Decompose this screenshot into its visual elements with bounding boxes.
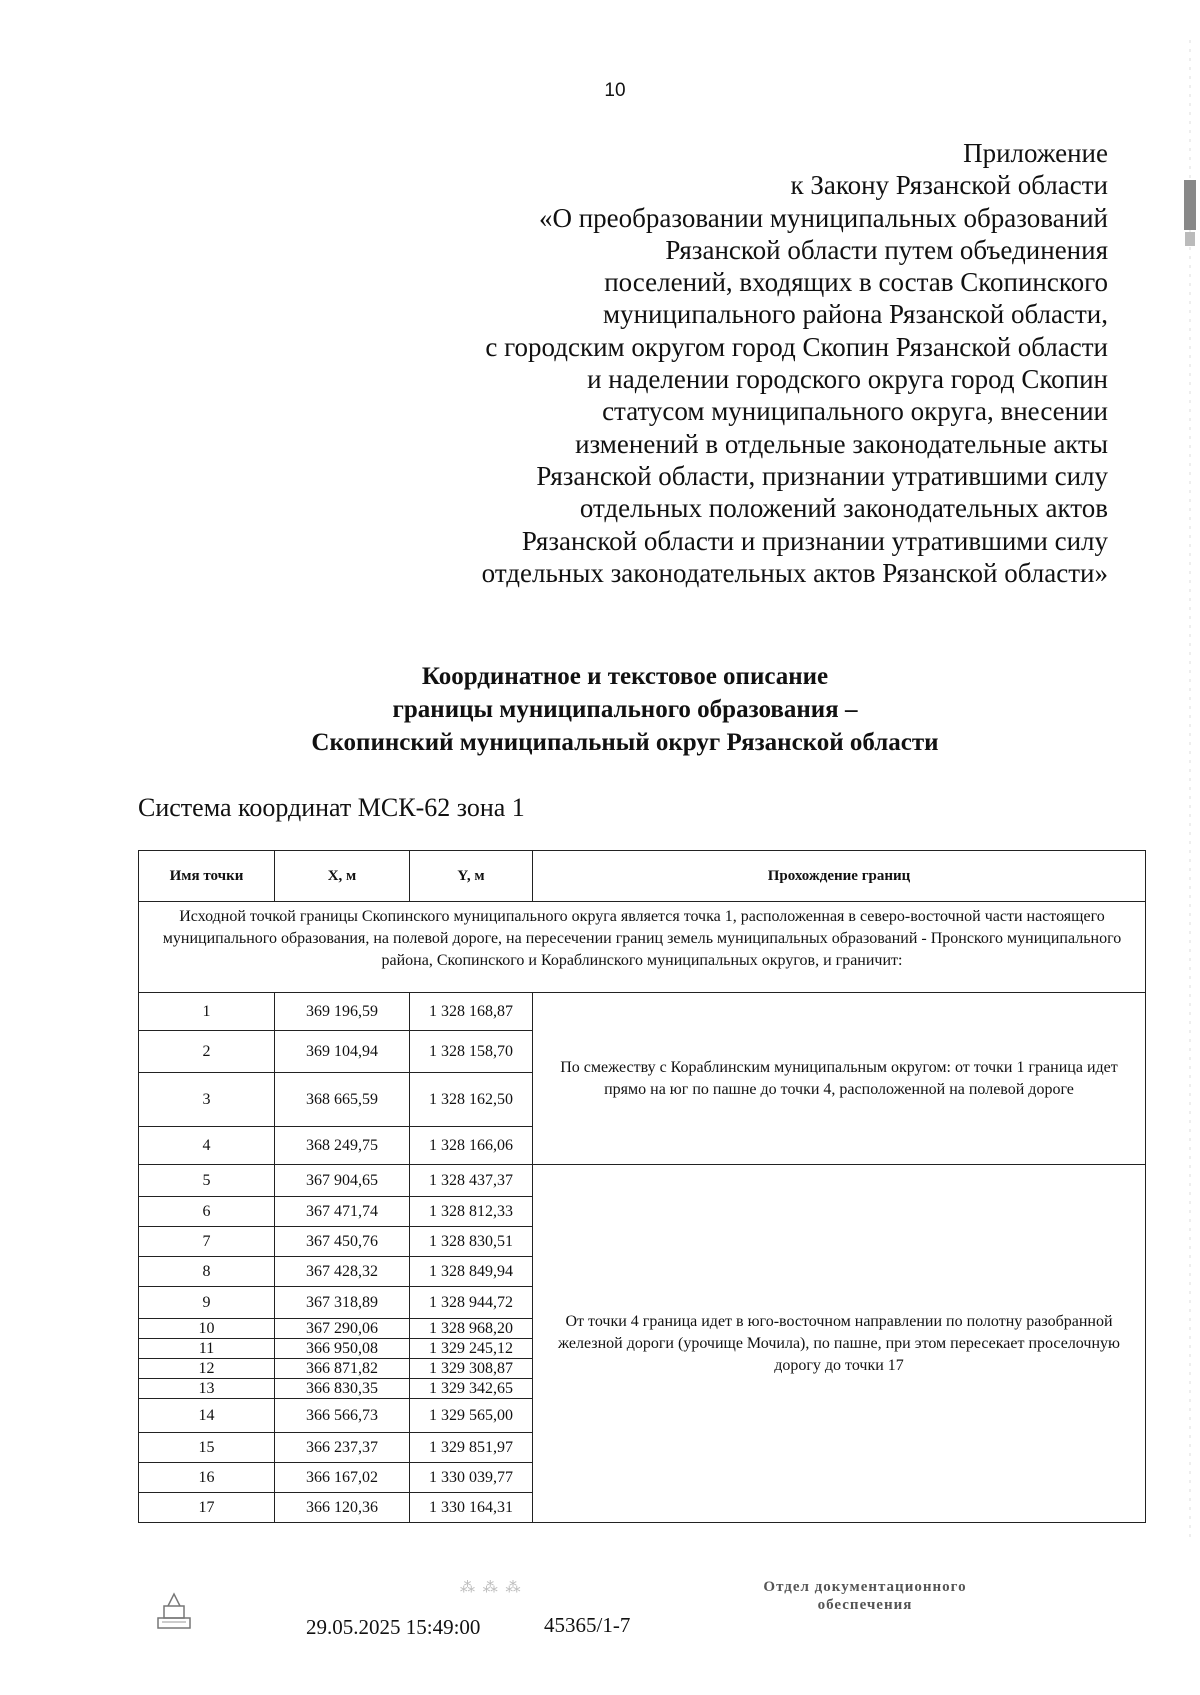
footer-doc-number: 45365/1-7 — [544, 1613, 631, 1637]
table-header-row — [139, 851, 1146, 902]
appendix-line: муниципального района Рязанской области, — [603, 299, 1108, 330]
footer-datetime: 29.05.2025 15:49:00 — [306, 1615, 481, 1639]
y-coordinate-cell: 1 328 162,50 — [410, 1073, 533, 1127]
header-x: X, м — [275, 851, 410, 902]
y-coordinate-cell: 1 328 830,51 — [410, 1227, 533, 1257]
x-coordinate-cell: 366 566,73 — [275, 1399, 410, 1433]
x-coordinate-cell: 366 871,82 — [275, 1359, 410, 1379]
point-name-cell: 16 — [139, 1463, 275, 1493]
point-name-cell: 10 — [139, 1319, 275, 1339]
appendix-line: с городским округом город Скопин Рязанской области — [485, 331, 1108, 362]
appendix-line: Рязанской области, признании утратившими силу — [536, 460, 1108, 491]
appendix-line: Рязанской области путем объединения — [665, 234, 1108, 265]
appendix-line: статусом муниципального округа, внесении — [602, 396, 1108, 427]
x-coordinate-cell: 367 904,65 — [275, 1165, 410, 1197]
table-row — [139, 993, 1146, 1031]
table-row — [139, 1165, 1146, 1197]
point-name-cell: 14 — [139, 1399, 275, 1433]
appendix-line: Приложение — [963, 138, 1108, 168]
scan-margin-marks — [1182, 40, 1196, 1540]
emblem-icon — [152, 1588, 196, 1632]
coordinates-table — [138, 850, 1146, 1523]
point-name-cell: 15 — [139, 1433, 275, 1463]
y-coordinate-cell: 1 328 944,72 — [410, 1287, 533, 1319]
y-coordinate-cell: 1 329 245,12 — [410, 1339, 533, 1359]
x-coordinate-cell: 367 318,89 — [275, 1287, 410, 1319]
appendix-line: изменений в отдельные законодательные акты — [575, 428, 1108, 459]
appendix-line: Рязанской области и признании утратившими силу — [521, 525, 1108, 556]
point-name-cell: 8 — [139, 1257, 275, 1287]
x-coordinate-cell: 367 428,32 — [275, 1257, 410, 1287]
y-coordinate-cell: 1 329 308,87 — [410, 1359, 533, 1379]
appendix-line: поселений, входящих в состав Скопинского — [604, 267, 1108, 298]
point-name-cell: 11 — [139, 1339, 275, 1359]
y-coordinate-cell: 1 329 851,97 — [410, 1433, 533, 1463]
appendix-line: отдельных законодательных актов Рязанской области» — [481, 557, 1108, 588]
point-name-cell: 13 — [139, 1379, 275, 1399]
header-point-name: Имя точки — [139, 851, 275, 902]
y-coordinate-cell: 1 329 342,65 — [410, 1379, 533, 1399]
title-line: границы муниципального образования – — [392, 696, 858, 723]
point-name-cell: 3 — [139, 1073, 275, 1127]
y-coordinate-cell: 1 330 164,31 — [410, 1493, 533, 1523]
y-coordinate-cell: 1 328 968,20 — [410, 1319, 533, 1339]
y-coordinate-cell: 1 328 812,33 — [410, 1197, 533, 1227]
x-coordinate-cell: 368 249,75 — [275, 1127, 410, 1165]
y-coordinate-cell: 1 328 158,70 — [410, 1031, 533, 1073]
y-coordinate-cell: 1 328 166,06 — [410, 1127, 533, 1165]
y-coordinate-cell: 1 330 039,77 — [410, 1463, 533, 1493]
x-coordinate-cell: 367 290,06 — [275, 1319, 410, 1339]
y-coordinate-cell: 1 328 437,37 — [410, 1165, 533, 1197]
appendix-header — [348, 137, 1108, 589]
appendix-line: к Закону Рязанской области — [790, 170, 1108, 201]
stamp-line: обеспечения — [817, 1597, 913, 1613]
point-name-cell: 17 — [139, 1493, 275, 1523]
document-title — [0, 660, 1200, 759]
stamp-line: Отдел документационного — [763, 1579, 967, 1595]
intro-row — [139, 902, 1146, 993]
coordinate-system-label: Система координат МСК-62 зона 1 — [138, 793, 525, 822]
point-name-cell: 7 — [139, 1227, 275, 1257]
point-name-cell: 5 — [139, 1165, 275, 1197]
y-coordinate-cell: 1 328 849,94 — [410, 1257, 533, 1287]
header-passage: Прохождение границ — [533, 851, 1146, 902]
point-name-cell: 2 — [139, 1031, 275, 1073]
point-name-cell: 1 — [139, 993, 275, 1031]
segment-description-1: По смежеству с Кораблинским муниципальным округом: от точки 1 граница идет прямо на юг по пашне до точки 4, расположенной на полевой дороге — [533, 993, 1146, 1165]
x-coordinate-cell: 366 237,37 — [275, 1433, 410, 1463]
x-coordinate-cell: 368 665,59 — [275, 1073, 410, 1127]
y-coordinate-cell: 1 329 565,00 — [410, 1399, 533, 1433]
department-stamp — [720, 1578, 1010, 1614]
appendix-line: и наделении городского округа город Скопин — [587, 364, 1108, 395]
faint-stamp-mark: ⁂ ⁂ ⁂ — [460, 1580, 523, 1596]
point-name-cell: 4 — [139, 1127, 275, 1165]
point-name-cell: 9 — [139, 1287, 275, 1319]
x-coordinate-cell: 367 450,76 — [275, 1227, 410, 1257]
appendix-line: отдельных положений законодательных актов — [579, 493, 1108, 524]
point-name-cell: 6 — [139, 1197, 275, 1227]
y-coordinate-cell: 1 328 168,87 — [410, 993, 533, 1031]
intro-text: Исходной точкой границы Скопинского муниципального округа является точка 1, расположенная в северо-восточной части настоящего муниципального образования, на полевой дороге, на пересечении границ земель муниципальных образований - Пронского муниципального района, Скопинского и Кораблинского муниципальных округов, и граничит: — [139, 902, 1146, 993]
point-name-cell: 12 — [139, 1359, 275, 1379]
title-line: Скопинский муниципальный округ Рязанской области — [311, 729, 939, 756]
page-number: 10 — [604, 80, 626, 101]
x-coordinate-cell: 366 120,36 — [275, 1493, 410, 1523]
x-coordinate-cell: 369 104,94 — [275, 1031, 410, 1073]
x-coordinate-cell: 366 167,02 — [275, 1463, 410, 1493]
x-coordinate-cell: 366 830,35 — [275, 1379, 410, 1399]
title-line: Координатное и текстовое описание — [421, 663, 829, 690]
segment-description-2: От точки 4 граница идет в юго-восточном направлении по полотну разобранной железной дороги (урочище Мочила), по пашне, при этом пересекает проселочную дорогу до точки 17 — [533, 1165, 1146, 1523]
x-coordinate-cell: 366 950,08 — [275, 1339, 410, 1359]
x-coordinate-cell: 369 196,59 — [275, 993, 410, 1031]
x-coordinate-cell: 367 471,74 — [275, 1197, 410, 1227]
header-y: Y, м — [410, 851, 533, 902]
appendix-line: «О преобразовании муниципальных образований — [538, 202, 1108, 233]
